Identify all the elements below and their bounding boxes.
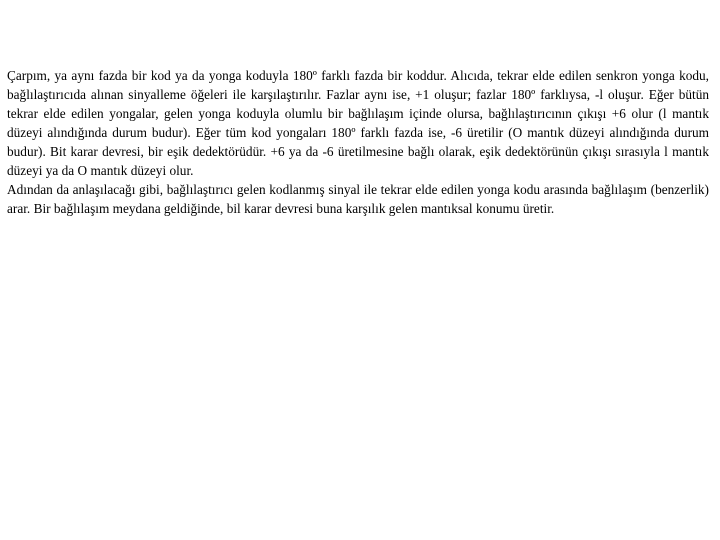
paragraph-1: Çarpım, ya aynı fazda bir kod ya da yonga koduyla 180º farklı fazda bir koddur. Alıcıda, tekrar elde edilen senkron yonga kodu, bağlılaştırıcıda alınan sinyalleme öğeleri ile karşılaştırılır. Fazlar aynı ise, +1 oluşur; fazlar 180º farklıysa, -l oluşur. Eğer bütün tekrar elde edilen yongalar, gelen yonga koduyla olumlu bir bağlılaşım içinde olursa, bağlılaştırıcının çıkışı +6 olur (l mantık düzeyi alındığında durum budur). Eğer tüm kod yongaları 180º farklı fazda ise, -6 üretilir (O mantık düzeyi alındığında durum budur). Bit karar devresi, bir eşik dedektörüdür. +6 ya da -6 üretilmesine bağlı olarak, eşik dedektörünün çıkışı sırasıyla l mantık düzeyi ya da O mantık düzeyi olur.: [7, 68, 709, 178]
body-text: [7, 66, 709, 218]
paragraph-2: Adından da anlaşılacağı gibi, bağlılaştırıcı gelen kodlanmış sinyal ile tekrar elde edilen yonga kodu arasında bağlılaşım (benzerlik) arar. Bir bağlılaşım meydana geldiğinde, bil karar devresi buna karşılık gelen mantıksal konumu üretir.: [7, 182, 709, 216]
